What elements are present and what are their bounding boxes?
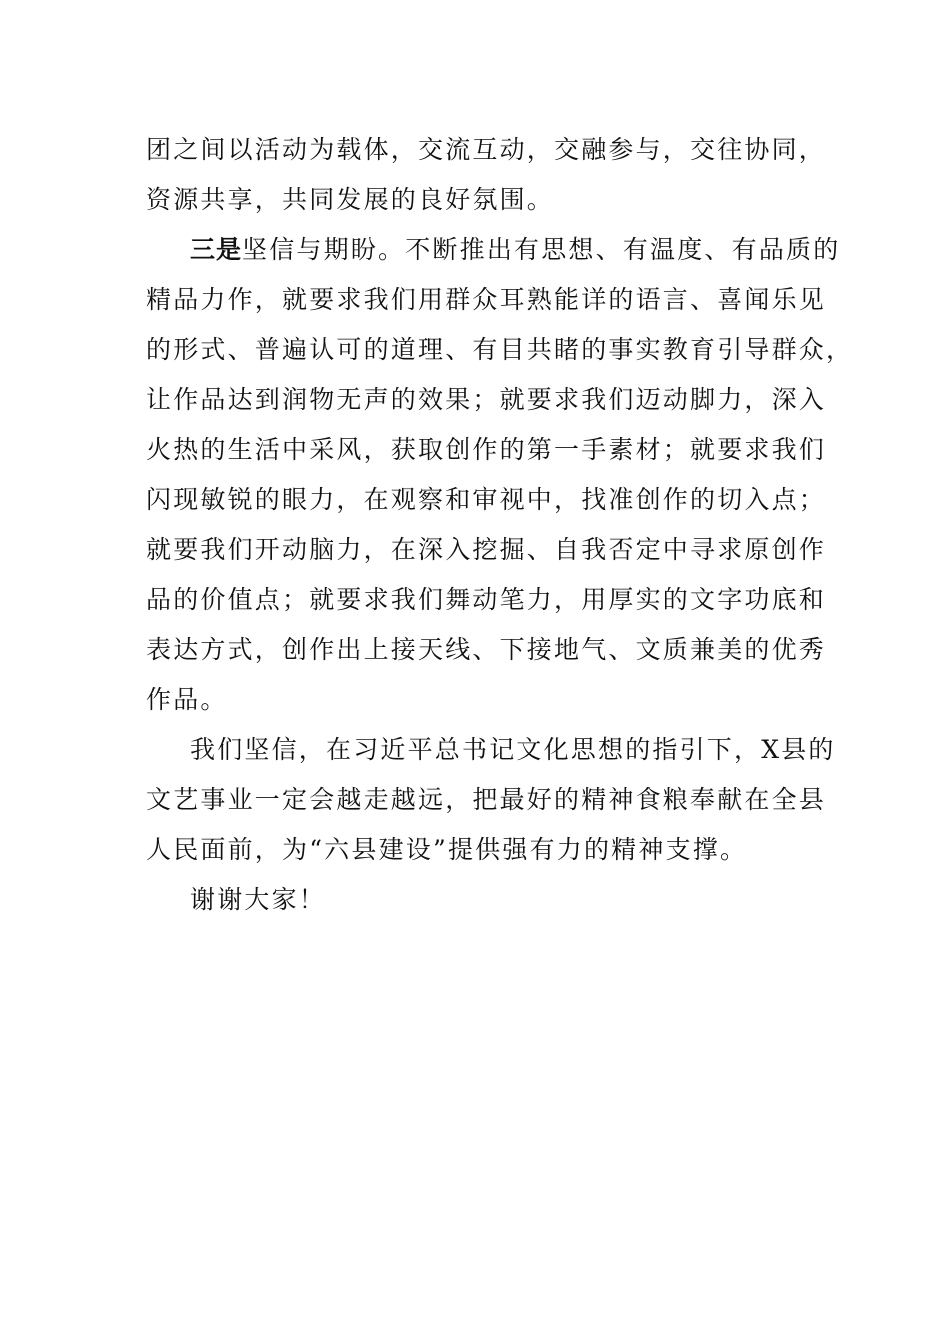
paragraph-line: 的形式、普遍认可的道理、有目共睹的事实教育引导群众， [146,335,854,364]
paragraph-line: 精品力作，就要求我们用群众耳熟能详的语言、喜闻乐见 [146,285,827,314]
paragraph-line: 作品。 [146,685,228,714]
paragraph-line: 品的价值点；就要求我们舞动笔力，用厚实的文字功底和 [146,585,827,614]
paragraph-line: 我们坚信，在习近平总书记文化思想的指引下，X县的 [190,735,836,764]
bold-lead-text: 三是 [190,235,243,264]
paragraph-line: 闪现敏锐的眼力，在观察和审视中，找准创作的切入点； [146,485,827,514]
paragraph-line: 文艺事业一定会越走越远，把最好的精神食粮奉献在全县 [146,785,827,814]
paragraph-line: 就要我们开动脑力，在深入挖掘、自我否定中寻求原创作 [146,535,827,564]
paragraph-line: 团之间以活动为载体，交流互动，交融参与，交往协同， [146,135,827,164]
paragraph-line: 表达方式，创作出上接天线、下接地气、文质兼美的优秀 [146,635,827,664]
paragraph-line [190,232,870,268]
paragraph-text: 坚信与期盼。不断推出有思想、有温度、有品质的 [242,235,841,264]
closing-line: 谢谢大家！ [190,885,327,914]
paragraph-line: 让作品达到润物无声的效果；就要求我们迈动脚力，深入 [146,385,827,414]
paragraph-line: 火热的生活中采风，获取创作的第一手素材；就要求我们 [146,435,827,464]
paragraph-line: 资源共享，共同发展的良好氛围。 [146,185,555,214]
paragraph-line: 人民面前，为“六县建设”提供强有力的精神支撑。 [146,835,748,864]
